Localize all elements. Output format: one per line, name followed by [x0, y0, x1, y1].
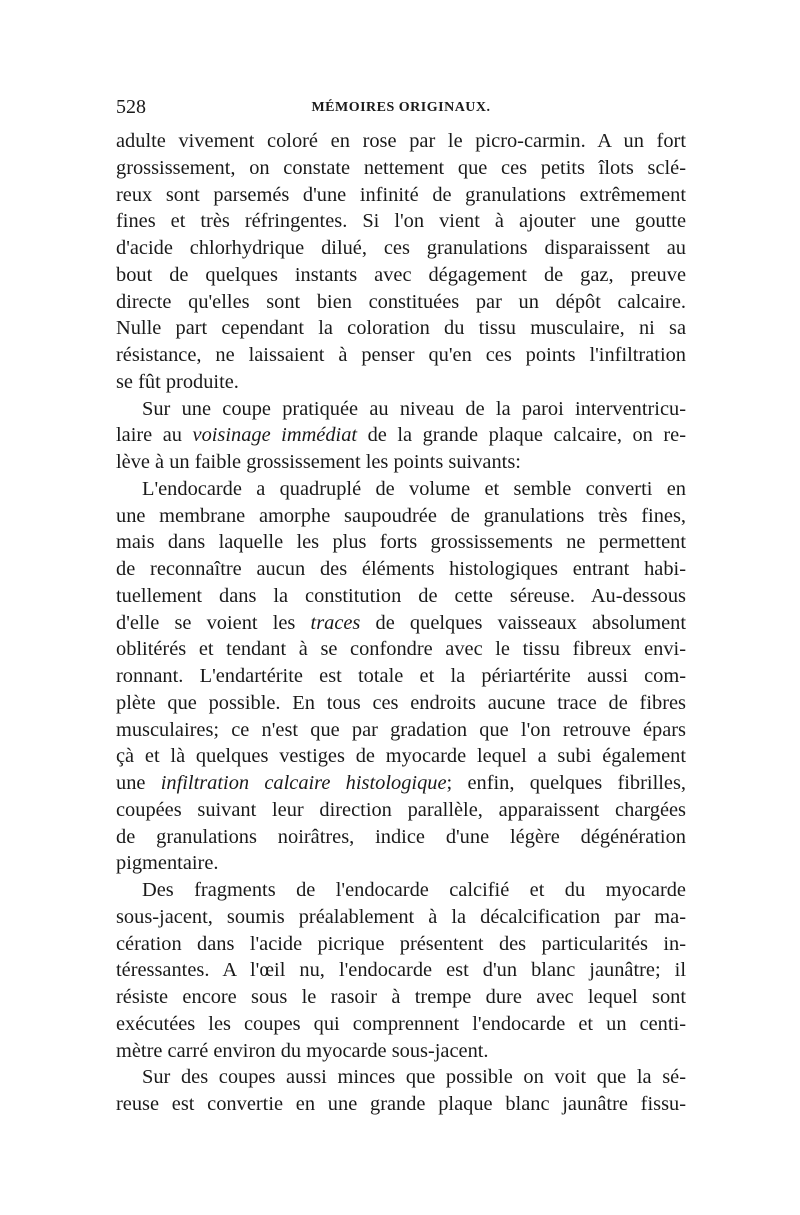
text-line: [116, 396, 686, 423]
text-line: [116, 342, 686, 369]
text-segment: exécutées les coupes qui comprennent l'endocarde et un centi-: [116, 1012, 686, 1035]
running-title: MÉMOIRES ORIGINAUX.: [311, 100, 491, 115]
text-segment: lève à un faible grossissement les points suivants:: [116, 451, 521, 473]
text-segment: L'endocarde a quadruplé de volume et semble converti en: [142, 477, 686, 500]
text-line: [116, 529, 686, 556]
text-line: [116, 208, 686, 235]
text-segment: directe qu'elles sont bien constituées par un dépôt calcaire.: [116, 290, 686, 313]
text-line: [116, 1011, 686, 1038]
text-segment: çà et là quelques vestiges de myocarde lequel a subi également: [116, 745, 686, 768]
text-segment: tuellement dans la constitution de cette séreuse. Au-dessous: [116, 584, 686, 607]
text-segment: Sur une coupe pratiquée au niveau de la paroi interventricu-: [142, 397, 686, 420]
text-segment: une: [116, 772, 161, 794]
italic-text: infiltration calcaire histologique: [160, 772, 447, 794]
text-segment: cération dans l'acide picrique présentent des particularités in-: [116, 932, 686, 955]
text-segment: de quelques vaisseaux absolument: [360, 611, 686, 634]
text-segment: Sur des coupes aussi minces que possible on voit que la sé-: [142, 1066, 686, 1089]
text-line: [116, 235, 686, 262]
text-segment: reuse est convertie en une grande plaque blanc jaunâtre fissu-: [116, 1093, 686, 1115]
text-segment: ; enfin, quelques fibrilles,: [446, 772, 686, 794]
text-line: [116, 797, 686, 824]
text-segment: oblitérés et tendant à se confondre avec le tissu fibreux envi-: [116, 638, 686, 661]
italic-text: voisinage immédiat: [192, 424, 358, 447]
text-line: [116, 449, 686, 476]
text-segment: mais dans laquelle les plus forts grossissements ne permettent: [116, 531, 686, 554]
text-segment: adulte vivement coloré en rose par le picro-carmin. A un fort: [116, 130, 686, 152]
text-line: [116, 690, 686, 717]
text-segment: musculaires; ce n'est que par gradation que l'on retrouve épars: [116, 718, 686, 741]
body-text: [116, 128, 686, 1118]
text-segment: reux sont parsemés d'une infinité de granulations extrêmement: [116, 183, 686, 206]
text-line: [116, 717, 686, 744]
text-line: [116, 877, 686, 904]
text-segment: se fût produite.: [116, 370, 239, 393]
italic-text: traces: [310, 611, 361, 634]
text-segment: téressantes. A l'œil nu, l'endocarde est d'un blanc jaunâtre; il: [116, 959, 686, 982]
text-segment: fines et très réfringentes. Si l'on vient à ajouter une goutte: [116, 210, 686, 233]
text-line: [116, 476, 686, 503]
text-line: [116, 743, 686, 770]
text-segment: pigmentaire.: [116, 852, 219, 875]
text-line: [116, 770, 686, 797]
text-line: [116, 1091, 686, 1118]
text-segment: Des fragments de l'endocarde calcifié et du myocarde: [142, 879, 686, 901]
text-segment: Nulle part cependant la coloration du tissu musculaire, ni sa: [116, 317, 686, 340]
text-line: [116, 289, 686, 316]
text-segment: grossissement, on constate nettement que ces petits îlots sclé-: [116, 156, 686, 179]
text-line: [116, 957, 686, 984]
page-header: [116, 96, 686, 120]
text-segment: sous-jacent, soumis préalablement à la décalcification par ma-: [116, 905, 686, 928]
text-segment: une membrane amorphe saupoudrée de granulations très fines,: [116, 504, 686, 527]
text-segment: bout de quelques instants avec dégagement de gaz, preuve: [116, 263, 686, 286]
text-segment: mètre carré environ du myocarde sous-jacent.: [116, 1039, 489, 1062]
text-line: [116, 904, 686, 931]
text-segment: d'elle se voient les: [116, 611, 311, 634]
text-line: [116, 422, 686, 449]
text-line: [116, 262, 686, 289]
text-segment: coupées suivant leur direction parallèle, apparaissent chargées: [116, 798, 686, 821]
text-line: [116, 663, 686, 690]
text-line: [116, 636, 686, 663]
text-line: [116, 984, 686, 1011]
text-line: [116, 1064, 686, 1091]
text-segment: laire au: [116, 424, 193, 447]
text-line: [116, 503, 686, 530]
text-segment: de reconnaître aucun des éléments histologiques entrant habi-: [116, 558, 686, 580]
text-segment: d'acide chlorhydrique dilué, ces granulations disparaissent au: [116, 237, 686, 259]
text-line: [116, 931, 686, 958]
text-line: [116, 369, 686, 396]
text-segment: de la grande plaque calcaire, on re-: [357, 424, 686, 447]
text-line: [116, 850, 686, 877]
text-segment: résistance, ne laissaient à penser qu'en ces points l'infiltration: [116, 344, 686, 366]
text-segment: ronnant. L'endartérite est totale et la périartérite aussi com-: [116, 665, 686, 687]
text-segment: plète que possible. En tous ces endroits aucune trace de fibres: [116, 691, 686, 714]
text-line: [116, 556, 686, 583]
text-line: [116, 155, 686, 182]
text-line: [116, 128, 686, 155]
text-segment: de granulations noirâtres, indice d'une légère dégénération: [116, 825, 686, 848]
text-segment: résiste encore sous le rasoir à trempe dure avec lequel sont: [116, 986, 686, 1008]
text-line: [116, 583, 686, 610]
text-line: [116, 610, 686, 637]
text-line: [116, 315, 686, 342]
page-number: 528: [116, 96, 146, 118]
text-line: [116, 1038, 686, 1065]
text-line: [116, 824, 686, 851]
text-line: [116, 182, 686, 209]
